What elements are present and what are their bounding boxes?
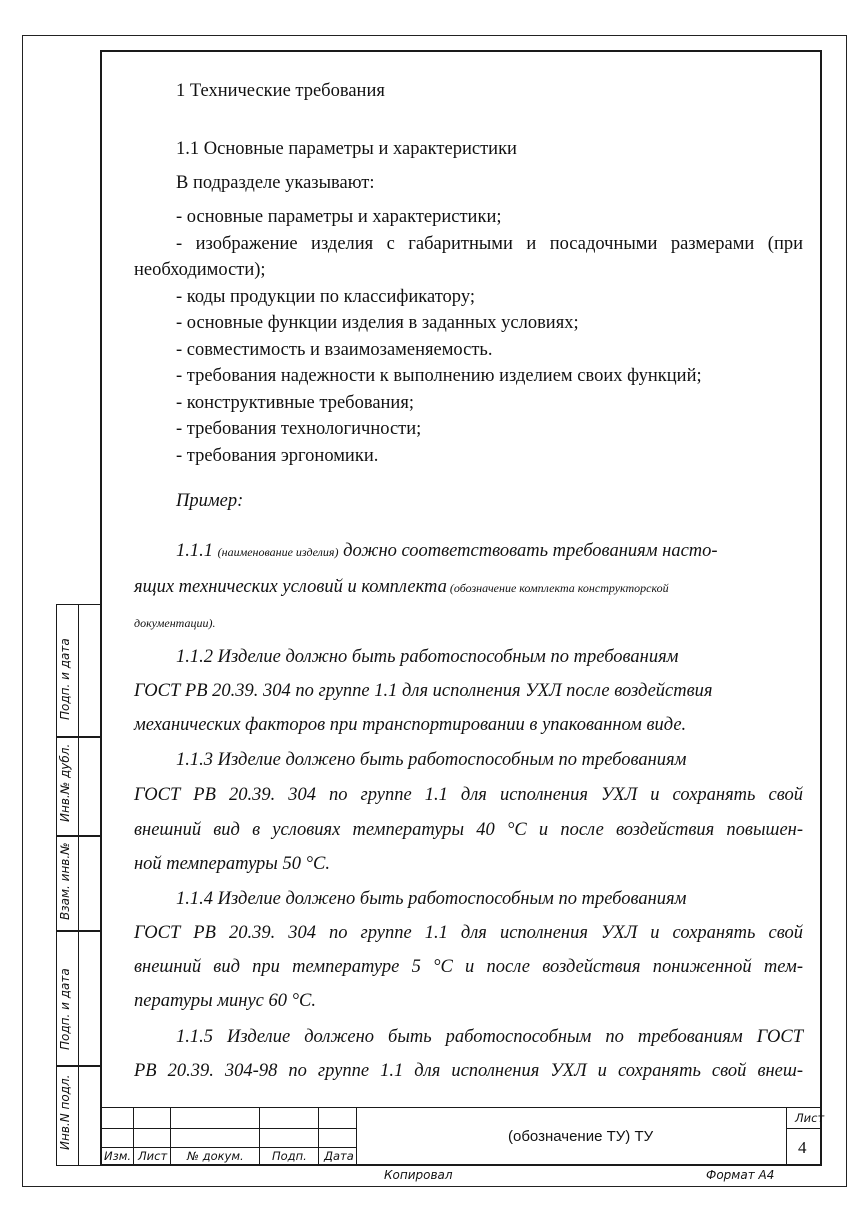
clause-1-1-1-line1 [176,540,718,563]
clause-1-1-4-line: ГОСТ РВ 20.39. 304 по группе 1.1 для исполнения УХЛ и сохранять свой [134,923,803,943]
col-data-label: Дата [324,1149,354,1163]
clause-1-1-2-line: механических факторов при транспортировании в упакованном виде. [134,715,687,735]
col-list-label: Лист [138,1149,168,1163]
title-block-top-line [100,1107,822,1108]
format-label: Формат А4 [706,1168,775,1182]
title-block-col-line [133,1107,134,1166]
title-block-sheet-line [786,1128,822,1129]
clause-number: 1.1.1 [176,541,218,561]
list-item: - основные параметры и характеристики; [176,207,502,227]
sheet-number: 4 [798,1138,807,1157]
clause-note: (наименование изделия) [217,545,339,559]
copied-label: Копировал [384,1168,453,1182]
clause-1-1-2-line: ГОСТ РВ 20.39. 304 по группе 1.1 для исполнения УХЛ после воздействия [134,681,713,701]
intro-text: В подразделе указывают: [176,173,375,193]
clause-text: ящих технических условий и комплекта [134,577,447,597]
title-block-col-line [259,1107,260,1166]
side-label-podp-data-2: Подп. и дата [58,968,72,1050]
side-label-vzam-inv: Взам. инв.№ [58,842,72,920]
clause-1-1-4-line: 1.1.4 Изделие должено быть работоспособным по требованиям [176,889,687,909]
list-item: - конструктивные требования; [176,393,414,413]
col-podp-label: Подп. [272,1149,307,1163]
list-item: - основные функции изделия в заданных условиях; [176,313,579,333]
list-item: - совместимость и взаимозаменяемость. [176,340,493,360]
list-item: - изображение изделия с габаритными и посадочными размерами (при [176,234,803,254]
clause-1-1-3-line: ГОСТ РВ 20.39. 304 по группе 1.1 для исполнения УХЛ и сохранять свой [134,785,803,805]
list-item: - требования эргономики. [176,446,379,466]
side-label-podp-data-1: Подп. и дата [58,638,72,720]
clause-1-1-4-line: пературы минус 60 °С. [134,991,317,1011]
clause-1-1-1-line2 [134,576,669,599]
side-label-inv-podl: Инв.N подл. [58,1074,72,1150]
side-label-inv-dubl: Инв.№ дубл. [58,743,72,822]
clause-1-1-5-line: РВ 20.39. 304-98 по группе 1.1 для исполнения УХЛ и сохранять свой внеш- [134,1061,803,1081]
title-block-col-line [318,1107,319,1166]
subsection-heading: 1.1 Основные параметры и характеристики [176,139,517,159]
col-dokum-label: № докум. [187,1149,244,1163]
title-block-col-line [356,1107,357,1166]
clause-note: документации). [134,616,216,630]
document-designation: (обозначение ТУ) ТУ [508,1128,654,1145]
list-item: - требования технологичности; [176,419,422,439]
sheet-label: Лист [795,1111,825,1125]
title-block-col-line [786,1107,787,1166]
section-heading: 1 Технические требования [176,81,385,101]
col-izm-label: Изм. [104,1149,132,1163]
clause-1-1-4-line: внешний вид при температуре 5 °С и после воздействия пониженной тем- [134,957,803,977]
side-stamp-divider [78,604,79,1166]
example-label: Пример: [176,491,244,511]
list-item: - коды продукции по классификатору; [176,287,475,307]
clause-text: дожно соответствовать требованиям насто- [338,541,718,561]
clause-1-1-5-line: 1.1.5 Изделие должено быть работоспособным по требованиям ГОСТ [176,1027,803,1047]
clause-note: (обозначение комплекта конструкторской [446,581,669,595]
clause-1-1-2-line: 1.1.2 Изделие должно быть работоспособным по требованиям [176,647,679,667]
clause-1-1-3-line: ной температуры 50 °С. [134,854,330,874]
clause-1-1-3-line: 1.1.3 Изделие должено быть работоспособным по требованиям [176,750,687,770]
list-item: необходимости); [134,260,266,280]
title-block-col-line [170,1107,171,1166]
clause-1-1-3-line: внешний вид в условиях температуры 40 °С и после воздействия повышен- [134,820,803,840]
list-item: - требования надежности к выполнению изделием своих функций; [176,366,702,386]
